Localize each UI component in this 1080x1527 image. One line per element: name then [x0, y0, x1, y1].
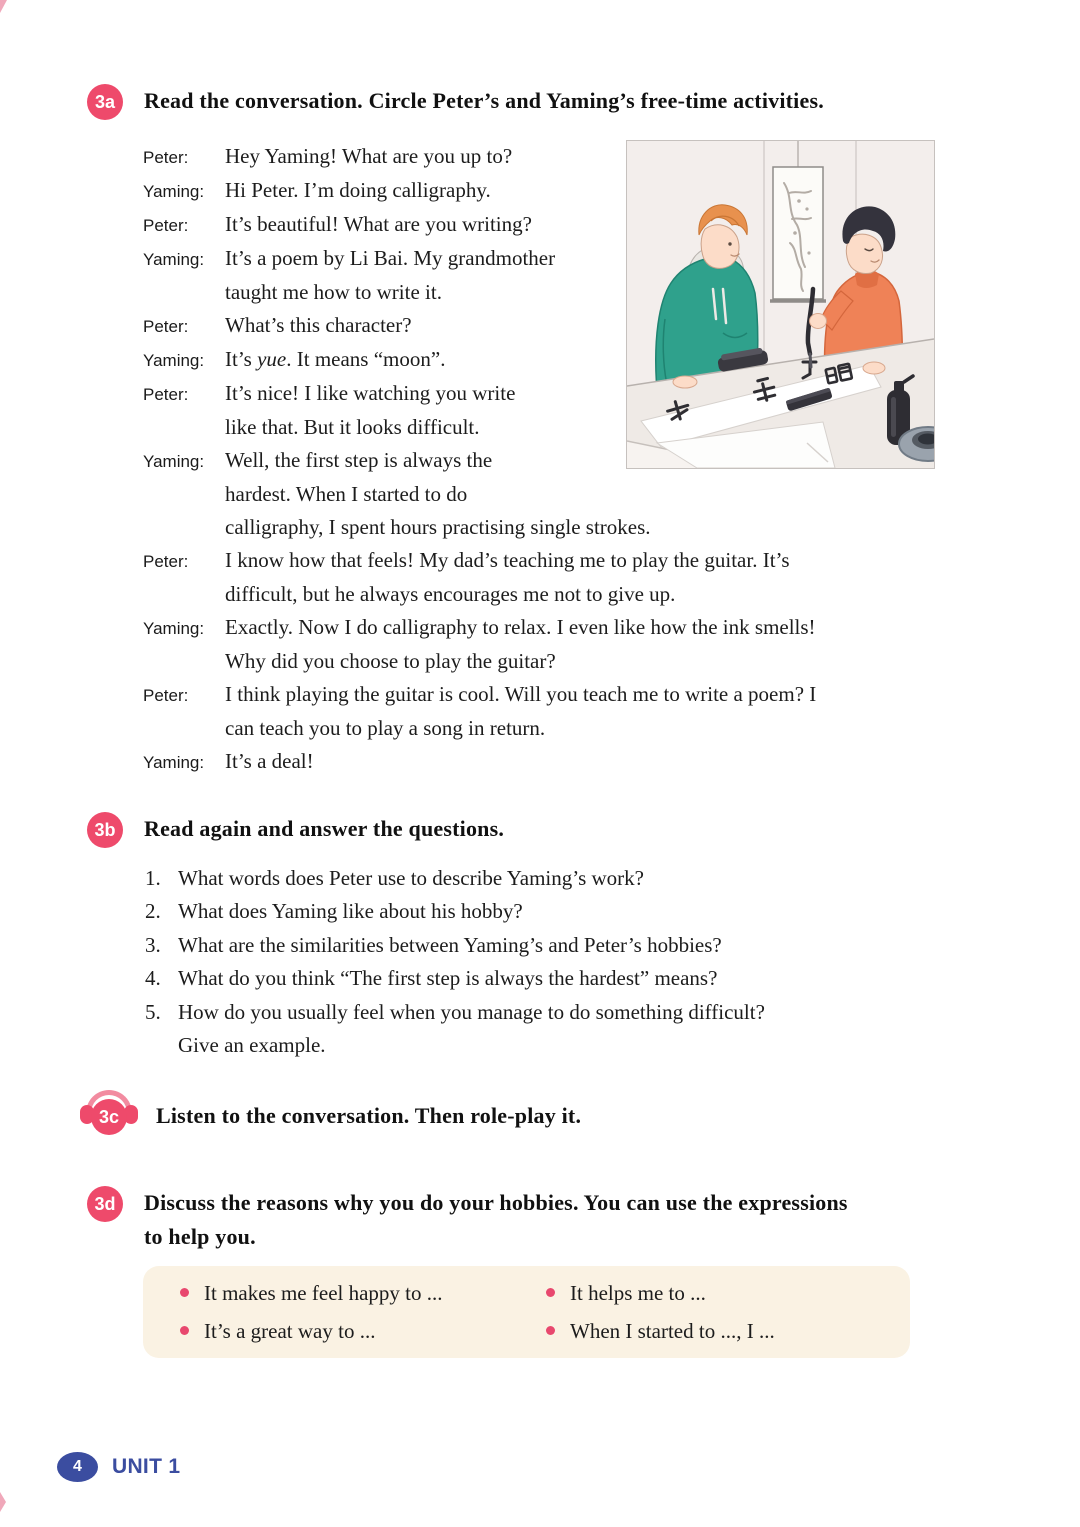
dialogue-turn — [143, 745, 935, 779]
calligraphy-illustration — [626, 140, 935, 469]
speaker-label: Yaming: — [143, 182, 205, 201]
dialogue-text: Hi Peter. I’m doing calligraphy. — [225, 178, 491, 202]
activity-title-3a: Read the conversation. Circle Peter’s and Yaming’s free-time activities. — [144, 88, 824, 113]
dialogue-text: Exactly. Now I do calligraphy to relax. I even like how the ink smells! Why did you choose to play the guitar? — [225, 615, 816, 673]
dialogue-turn — [143, 544, 935, 611]
dialogue-text: It’s a poem by Li Bai. My grandmother taught me how to write it. — [225, 246, 556, 304]
question-item — [145, 996, 925, 1063]
activity-badge-3a: 3a — [87, 84, 123, 120]
question-text: What do you think “The first step is always the hardest” means? — [178, 966, 718, 991]
unit-label: UNIT 1 — [112, 1455, 181, 1478]
question-text: How do you usually feel when you manage to do something difficult? Give an example. — [178, 999, 765, 1058]
activity-title-3d-line1: Discuss the reasons why you do your hobbies. You can use the expressions — [144, 1190, 848, 1215]
speaker-label: Peter: — [143, 148, 189, 167]
section-3c-header — [80, 1090, 581, 1142]
expression-text: It makes me feel happy to ... — [204, 1281, 443, 1305]
bullet-icon — [180, 1288, 189, 1297]
speaker-label: Yaming: — [143, 250, 205, 269]
dialogue-text: It’s nice! I like watching you write like that. But it looks difficult. — [225, 381, 516, 439]
speaker-label: Peter: — [143, 686, 189, 705]
questions-list — [145, 862, 925, 1062]
activity-badge-3b: 3b — [87, 812, 123, 848]
speaker-label: Peter: — [143, 317, 189, 336]
question-text: What does Yaming like about his hobby? — [178, 899, 523, 924]
dialogue-turn — [143, 678, 935, 745]
section-3d-header — [87, 1186, 947, 1254]
activity-title-3c: Listen to the conversation. Then role-play it. — [156, 1103, 582, 1128]
expression-text: When I started to ..., I ... — [570, 1319, 775, 1343]
bullet-icon — [546, 1288, 555, 1297]
question-text: What are the similarities between Yaming’s and Peter’s hobbies? — [178, 932, 722, 957]
bullet-icon — [546, 1326, 555, 1335]
scan-artifact-top — [0, 0, 7, 13]
scan-artifact-bottom — [0, 1492, 6, 1512]
expression-item — [546, 1314, 900, 1348]
question-number: 1. — [145, 866, 161, 890]
activity-badge-3d: 3d — [87, 1186, 123, 1222]
dialogue-text: What’s this character? — [225, 313, 412, 337]
section-3a-header — [87, 84, 1027, 120]
dialogue-text: I think playing the guitar is cool. Will you teach me to write a poem? I can teach you to play a song in return. — [225, 682, 817, 740]
dialogue-text: It’s beautiful! What are you writing? — [225, 212, 532, 236]
dialogue-text: Well, the first step is always the hardest. When I started to do calligraphy, I spent hours practising single strokes. — [225, 448, 651, 539]
speaker-label: Peter: — [143, 552, 189, 571]
expression-text: It’s a great way to ... — [204, 1319, 376, 1343]
page-footer — [57, 1452, 180, 1482]
question-number: 3. — [145, 932, 161, 957]
speaker-label: Peter: — [143, 385, 189, 404]
headphones-icon — [80, 1090, 138, 1142]
speaker-label: Yaming: — [143, 452, 205, 471]
speaker-label: Yaming: — [143, 619, 205, 638]
expression-item — [180, 1314, 546, 1348]
speaker-label: Peter: — [143, 216, 189, 235]
expressions-box — [143, 1266, 910, 1358]
question-number: 4. — [145, 966, 161, 991]
dialogue-text: It’s a deal! — [225, 749, 314, 773]
speaker-label: Yaming: — [143, 753, 205, 772]
activity-badge-3c: 3c — [91, 1099, 127, 1135]
activity-title-3d-line2: to help you. — [144, 1224, 256, 1249]
question-text: What words does Peter use to describe Yaming’s work? — [178, 866, 644, 890]
question-item — [145, 962, 925, 995]
expression-text: It helps me to ... — [570, 1281, 706, 1305]
dialogue-turn — [143, 611, 935, 678]
question-number: 2. — [145, 899, 161, 924]
expression-item — [546, 1276, 900, 1310]
activity-title-3d — [144, 1186, 848, 1254]
question-number: 5. — [145, 999, 161, 1024]
dialogue-text: I know how that feels! My dad’s teaching me to play the guitar. It’s difficult, but he always encourages me not to give up. — [225, 548, 790, 606]
bullet-icon — [180, 1326, 189, 1335]
speaker-label: Yaming: — [143, 351, 205, 370]
question-item — [145, 895, 925, 928]
dialogue-text: It’s yue. It means “moon”. — [225, 347, 446, 371]
page-number-badge: 4 — [57, 1452, 98, 1482]
dialogue-text: Hey Yaming! What are you up to? — [225, 144, 513, 168]
question-item — [145, 929, 925, 962]
section-3b-header — [87, 812, 987, 848]
conversation-block — [143, 140, 935, 779]
expression-item — [180, 1276, 546, 1310]
activity-title-3b: Read again and answer the questions. — [144, 816, 505, 841]
question-item — [145, 862, 925, 895]
